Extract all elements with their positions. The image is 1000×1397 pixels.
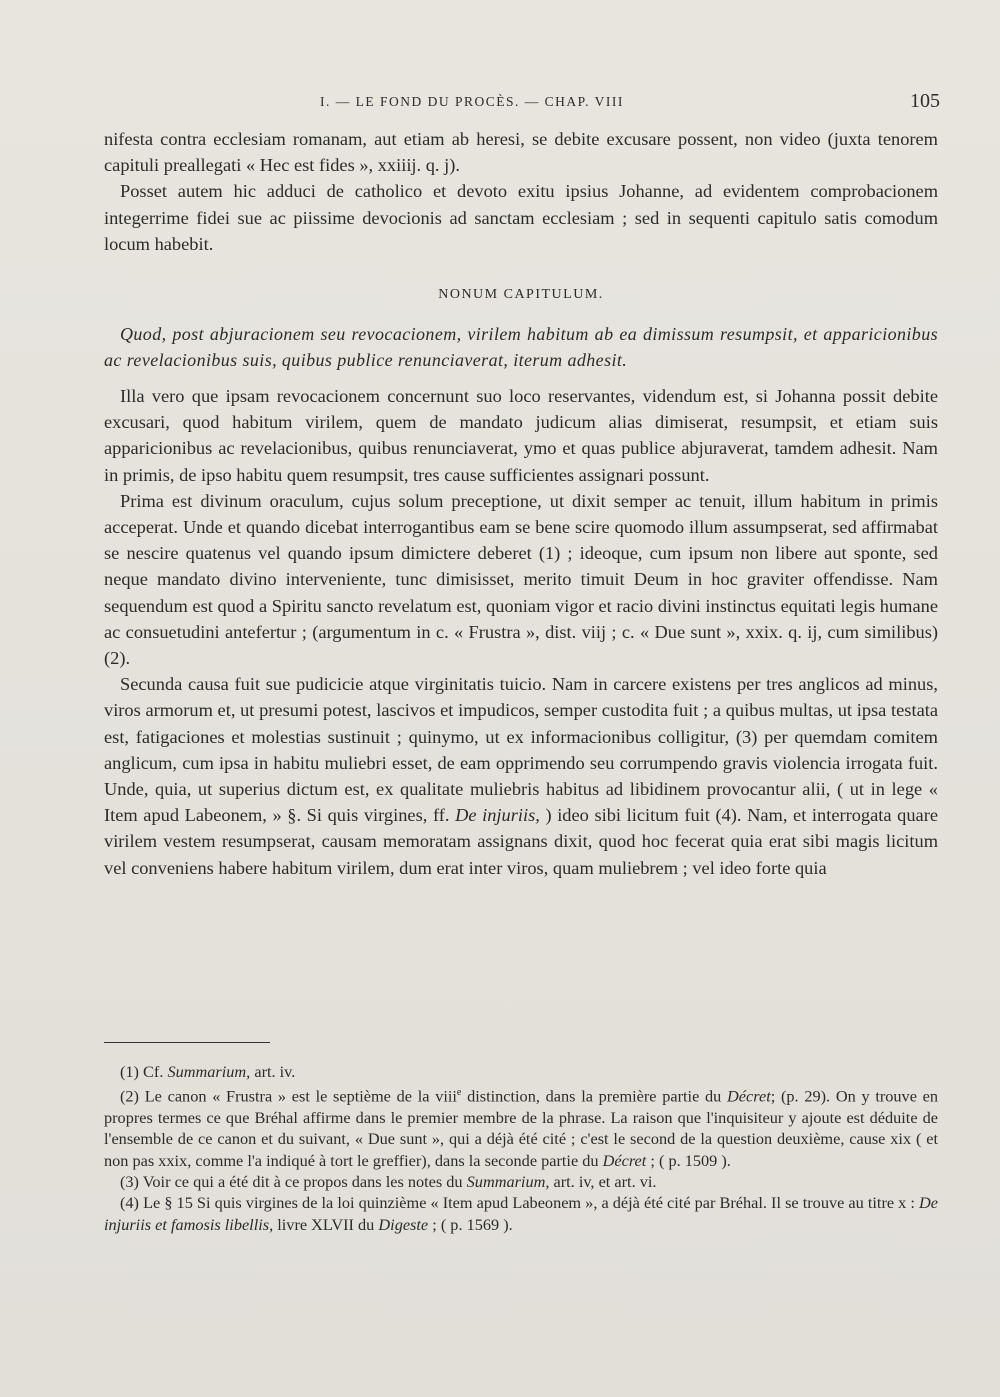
text-run: ) ideo sibi licitum fuit (4). Nam, et interrogata quare virilem vestem resumpserat, causam memoratam assignans dixit, quod hoc fecerat quia erat sibi magis licitum vel conveniens habere habitum virilem, dum erat inter viros, quam muliebrem ; vel ideo forte quia <box>104 805 938 878</box>
chapter-rubric: Quod, post abjuracionem seu revocacionem, virilem habitum ab ea dimissum resumpsit, et apparicionibus ac revelacionibus suis, quibus publice renunciaverat, iterum adhesit. <box>104 324 938 371</box>
text-run: (4) Le § 15 Si quis virgines de la loi quinzième « Item apud Labeonem », a déjà été cité par Bréhal. Il se trouve au titre x : <box>120 1193 915 1213</box>
footnote-2 <box>104 1082 938 1171</box>
text-run: art. iv. <box>254 1062 296 1081</box>
paragraph: Illa vero que ipsam revocacionem concernunt suo loco reservantes, videndum est, si Johanna possit debite excusari, quod habitum virilem, quem de mandato judicum alias dimiserat, resumpsit, et etiam suis apparicionibus ac revelacionibus, quibus renunciaverat, ymo et quas publice abjuraverat, tamdem adhesit. Nam in primis, de ipso habitu quem resumpsit, tres cause sufficientes assignari possunt. <box>104 386 938 485</box>
italic-citation: De injuriis et famosis libellis, <box>104 1193 938 1234</box>
footnote-4 <box>104 1192 938 1235</box>
text-run: (1) Cf. <box>120 1062 164 1081</box>
main-text <box>104 126 938 881</box>
italic-citation: De injuriis, <box>455 805 540 826</box>
text-run: livre XLVII du <box>277 1214 375 1234</box>
footnote-rule <box>104 1042 270 1043</box>
paragraph: Posset autem hic adduci de catholico et devoto exitu ipsius Johanne, ad evidentem comprobacionem integerrime fidei sue ac piissime devocionis ad sanctam ecclesiam ; sed in sequenti capitulo satis comodum locum habebit. <box>104 181 938 254</box>
footnote-3 <box>104 1171 938 1192</box>
text-run: ; ( p. 1569 ). <box>432 1214 513 1234</box>
superscript: e <box>456 1087 462 1099</box>
text-run: ; (p. 29). On y trouve en propres termes ce que Bréhal affirme dans le premier membre de la phrase. La raison que l'inquisiteur y ajoute est déduite de l'ensemble de ce canon et du suivant, « Due sunt », qui a déjà été cité ; c'est le second de la question deuxième, cause xix ( et non pas xxix, comme l'a indiqué à tort le greffier), dans la seconde partie du <box>104 1086 939 1170</box>
italic-citation: Summarium, <box>167 1062 251 1081</box>
text-run: art. iv, et art. vi. <box>553 1171 657 1191</box>
footnote-1 <box>104 1061 938 1082</box>
paragraph <box>104 671 938 881</box>
text-run: (2) Le canon « Frustra » est le septième de la viii <box>120 1086 457 1106</box>
paragraph: Prima est divinum oraculum, cujus solum preceptione, ut dixit semper ac tenuit, illum habitum in primis acceperat. Unde et quando dicebat interrogantibus eam se bene scire quomodo illum assumpserat, sed affirmabat se nescire quatenus vel quando ipsum dimictere deberet (1) ; ideoque, cum ipsum non libere aut sponte, sed neque mandato divino interveniente, tunc dimisisset, merito timuit Deum in hoc graviter offendisse. Nam sequendum est quod a Spiritu sancto revelatum est, quoniam vigor et racio divini instinctus equitati legis humane ac consuetudini antefertur ; (argumentum in c. « Frustra », dist. viij ; c. « Due sunt », xxix. q. ij, cum similibus) (2). <box>104 490 938 669</box>
page-header <box>100 92 940 118</box>
text-run: distinction, dans la première partie du <box>467 1086 722 1106</box>
chapter-title: NONUM CAPITULUM. <box>438 287 604 303</box>
italic-citation: Décret <box>727 1086 771 1106</box>
page-number: 105 <box>910 90 940 112</box>
paragraph-continued: nifesta contra ecclesiam romanam, aut etiam ab heresi, se debite excusare possent, non video (juxta tenorem capituli preallegati « Hec est fides », xxiiij. q. j). <box>104 129 938 176</box>
italic-citation: Summarium, <box>466 1171 550 1191</box>
text-run: (3) Voir ce qui a été dit à ce propos dans les notes du <box>120 1171 463 1191</box>
running-title: I. — LE FOND DU PROCÈS. — CHAP. VIII <box>320 94 624 109</box>
footnotes <box>104 1061 938 1235</box>
text-run: Secunda causa fuit sue pudicicie atque virginitatis tuicio. Nam in carcere existens per tres anglicos ad minus, viros armorum et, ut presumi potest, lascivos et impudicos, semper custodita fuit ; a quibus multas, ut ipsa testata est, fatigaciones et molestias sustinuit ; quinymo, ut ex informacionibus colligitur, (3) per quemdam comitem anglicum, cum ipsa in habitu muliebri esset, de eam opprimendo seu corrumpendo gravis violencia irrogata fuit. Unde, quia, ut superius dictum est, ex qualitate muliebris habitus ad libidinem provocantur alii, ( ut in lege « Item apud Labeonem, » §. Si quis virgines, ff. <box>104 674 938 826</box>
text-run: ; ( p. 1509 ). <box>650 1150 731 1170</box>
italic-citation: Décret <box>602 1150 647 1170</box>
italic-citation: Digeste <box>378 1214 429 1234</box>
